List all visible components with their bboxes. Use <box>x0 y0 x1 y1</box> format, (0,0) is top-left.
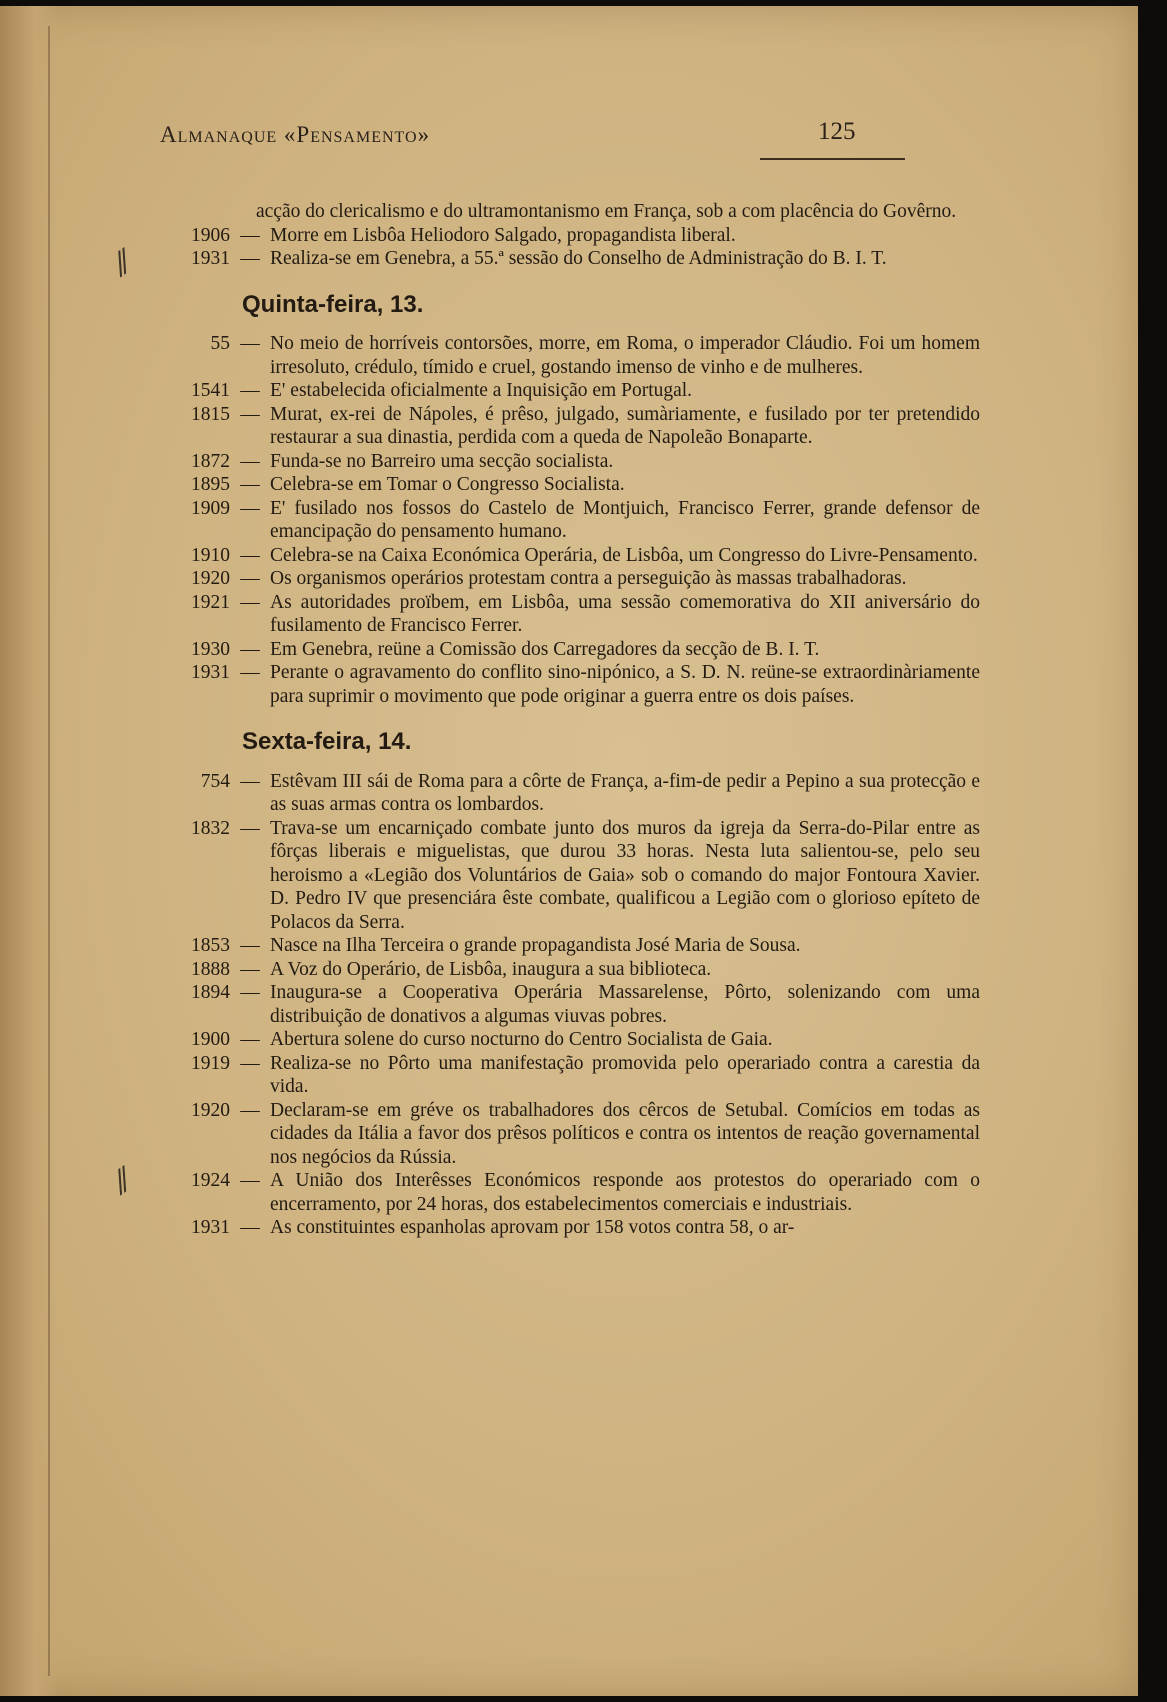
entry-dash: — <box>240 1170 260 1191</box>
day-heading: Quinta-feira, 13. <box>242 290 424 318</box>
chronology-entry <box>160 1216 980 1240</box>
entry-year: 1921 <box>191 591 230 613</box>
entry-dash: — <box>240 1217 260 1238</box>
chronology-entry <box>160 403 980 450</box>
entry-year: 1853 <box>191 935 230 956</box>
entry-text: E' estabelecida oficialmente a Inquisição em Portugal. <box>270 380 693 401</box>
entry-year: 1894 <box>191 982 230 1003</box>
chronology-entry <box>160 1028 980 1052</box>
chronology-entry <box>160 1052 980 1099</box>
entry-text: Morre em Lisbôa Heliodoro Salgado, propagandista liberal. <box>270 224 736 246</box>
day-heading: Sexta-feira, 14. <box>242 728 412 755</box>
entry-dash: — <box>240 248 260 269</box>
chronology-entry <box>160 817 980 935</box>
running-title: Almanaque «Pensamento» <box>160 122 431 147</box>
entry-dash: — <box>240 544 260 566</box>
day-sections <box>160 224 980 1240</box>
entry-dash: — <box>240 817 260 839</box>
entry-year: 1919 <box>191 1052 230 1074</box>
entry-text: Os organismos operários protestam contra a perseguição às massas trabalhadoras. <box>270 568 907 589</box>
entry-dash: — <box>240 1029 260 1050</box>
entry-dash: — <box>240 403 260 425</box>
chronology-entry <box>160 981 980 1028</box>
entry-dash: — <box>240 568 260 589</box>
entry-year: 1924 <box>191 1170 230 1191</box>
entry-text: Realiza-se no Pôrto uma manifestação promovida pelo operariado contra a carestia da vida. <box>270 1052 980 1097</box>
chronology-entry <box>160 661 980 708</box>
entry-text: As constituintes espanholas aprovam por 158 votos contra 58, o ar- <box>270 1217 795 1238</box>
chronology-entry <box>160 1169 980 1216</box>
chronology-entry <box>160 247 980 271</box>
chronology-entry <box>160 450 980 474</box>
page-number: 125 <box>818 118 856 145</box>
chronology-entry <box>160 770 980 817</box>
chronology-entry <box>160 958 980 982</box>
entry-text: Estêvam III sái de Roma para a côrte de França, a-fim-de pedir a Pepino a sua protecção e as suas armas contra os lombardos. <box>270 770 980 815</box>
entry-dash: — <box>240 224 260 246</box>
entry-dash: — <box>240 497 260 519</box>
chronology-entry <box>160 567 980 591</box>
entry-year: 1832 <box>191 817 230 839</box>
book-page <box>0 6 1138 1696</box>
page-body <box>160 200 980 1240</box>
entry-year: 1872 <box>191 450 230 472</box>
entry-text: Celebra-se na Caixa Económica Operária, de Lisbôa, um Congresso do Livre-Pensamento. <box>270 544 978 566</box>
entry-year: 1931 <box>191 662 230 683</box>
entry-text: Declaram-se em gréve os trabalhadores dos cêrcos de Setubal. Comícios em todas as cidades da Itália a favor dos prêsos políticos e contra os intentos de reação governamental nos negócios da Rússia. <box>270 1099 980 1168</box>
pencil-mark-icon: ⁄⁄ <box>108 1164 138 1199</box>
entry-text: Em Genebra, reüne a Comissão dos Carregadores da secção de B. I. T. <box>270 638 820 660</box>
chronology-entry <box>160 544 980 568</box>
entry-year: 1931 <box>191 1217 230 1238</box>
entry-text: Funda-se no Barreiro uma secção socialista. <box>270 450 614 472</box>
chronology-entry <box>160 497 980 544</box>
chronology-entry <box>160 379 980 403</box>
entry-text: Trava-se um encarniçado combate junto dos muros da igreja da Serra-do-Pilar entre as fôrças liberais e miguelistas, que durou 33 horas. Nesta luta salientou-se, pelo seu heroismo a «Legião dos Voluntários de Gaia» sob o comando do major Fontoura Xavier. D. Pedro IV que presenciára êste combate, qualificou a Legião com o glorioso epíteto de Polacos da Serra. <box>270 817 980 933</box>
entry-text: Inaugura-se a Cooperativa Operária Massarelense, Pôrto, solenizando com uma distribuição de donativos a algumas viuvas pobres. <box>270 982 980 1027</box>
chronology-entry <box>160 473 980 497</box>
day-section <box>160 730 980 1240</box>
entry-year: 1541 <box>191 380 230 401</box>
entry-year: 1920 <box>191 568 230 589</box>
entry-dash: — <box>240 333 260 354</box>
entry-text: E' fusilado nos fossos do Castelo de Montjuich, Francisco Ferrer, grande defensor de emancipação do pensamento humano. <box>270 497 980 542</box>
entry-year: 1930 <box>191 638 230 660</box>
day-section <box>160 224 980 271</box>
entry-year: 1900 <box>191 1029 230 1050</box>
chronology-entry <box>160 332 980 379</box>
entry-dash: — <box>240 638 260 660</box>
entry-year: 1931 <box>191 248 230 269</box>
entry-text: Perante o agravamento do conflito sino-nipónico, a S. D. N. reüne-se extraordinàriamente para suprimir o movimento que pode originar a guerra entre os dois países. <box>270 662 980 707</box>
entry-dash: — <box>240 474 260 495</box>
chronology-entry <box>160 224 980 248</box>
entry-text: As autoridades proïbem, em Lisbôa, uma sessão comemorativa do XII aniversário do fusilamento de Francisco Ferrer. <box>270 591 980 636</box>
page-number-rule <box>760 158 905 160</box>
chronology-entry <box>160 934 980 958</box>
entry-dash: — <box>240 450 260 472</box>
entry-year: 1909 <box>191 497 230 519</box>
entry-year: 754 <box>200 770 230 792</box>
entry-dash: — <box>240 380 260 401</box>
entry-dash: — <box>240 935 260 956</box>
chronology-entry <box>160 638 980 662</box>
entry-dash: — <box>240 958 260 980</box>
entry-year: 1895 <box>191 474 230 495</box>
chronology-entry <box>160 1099 980 1170</box>
entry-year: 55 <box>210 333 230 354</box>
entry-year: 1906 <box>191 224 230 246</box>
chronology-entry <box>160 591 980 638</box>
entry-year: 1815 <box>191 403 230 425</box>
entry-text: Realiza-se em Genebra, a 55.ª sessão do Conselho de Administração do B. I. T. <box>270 248 887 269</box>
entry-text: A Voz do Operário, de Lisbôa, inaugura a sua biblioteca. <box>270 958 712 980</box>
entry-year: 1920 <box>191 1099 230 1121</box>
day-section <box>160 290 980 709</box>
entry-dash: — <box>240 1099 260 1121</box>
entry-text: Nasce na Ilha Terceira o grande propagandista José Maria de Sousa. <box>270 935 801 956</box>
entry-text: No meio de horríveis contorsões, morre, em Roma, o imperador Cláudio. Foi um homem irresoluto, crédulo, tímido e cruel, gostando imenso de vinho e de mulheres. <box>270 333 980 378</box>
entry-text: Abertura solene do curso nocturno do Centro Socialista de Gaia. <box>270 1029 773 1050</box>
entry-dash: — <box>240 1052 260 1074</box>
entry-dash: — <box>240 982 260 1003</box>
pencil-mark-icon: ⁄⁄ <box>108 246 138 281</box>
entry-text: A União dos Interêsses Económicos responde aos protestos do operariado com o encerramento, por 24 horas, dos estabelecimentos comerciais e industriais. <box>270 1170 980 1215</box>
entry-year: 1910 <box>191 544 230 566</box>
entry-dash: — <box>240 591 260 613</box>
entry-dash: — <box>240 662 260 683</box>
entry-dash: — <box>240 770 260 792</box>
entry-year: 1888 <box>191 958 230 980</box>
binding-margin-line <box>48 26 50 1676</box>
entry-text: Celebra-se em Tomar o Congresso Socialista. <box>270 474 625 495</box>
continued-paragraph: acção do clericalismo e do ultramontanismo em França, sob a com placência do Govêrno. <box>256 201 957 222</box>
entry-text: Murat, ex-rei de Nápoles, é prêso, julgado, sumàriamente, e fusilado por ter pretendido restaurar a sua dinastia, perdida com a queda de Napoleão Bonaparte. <box>270 403 980 448</box>
